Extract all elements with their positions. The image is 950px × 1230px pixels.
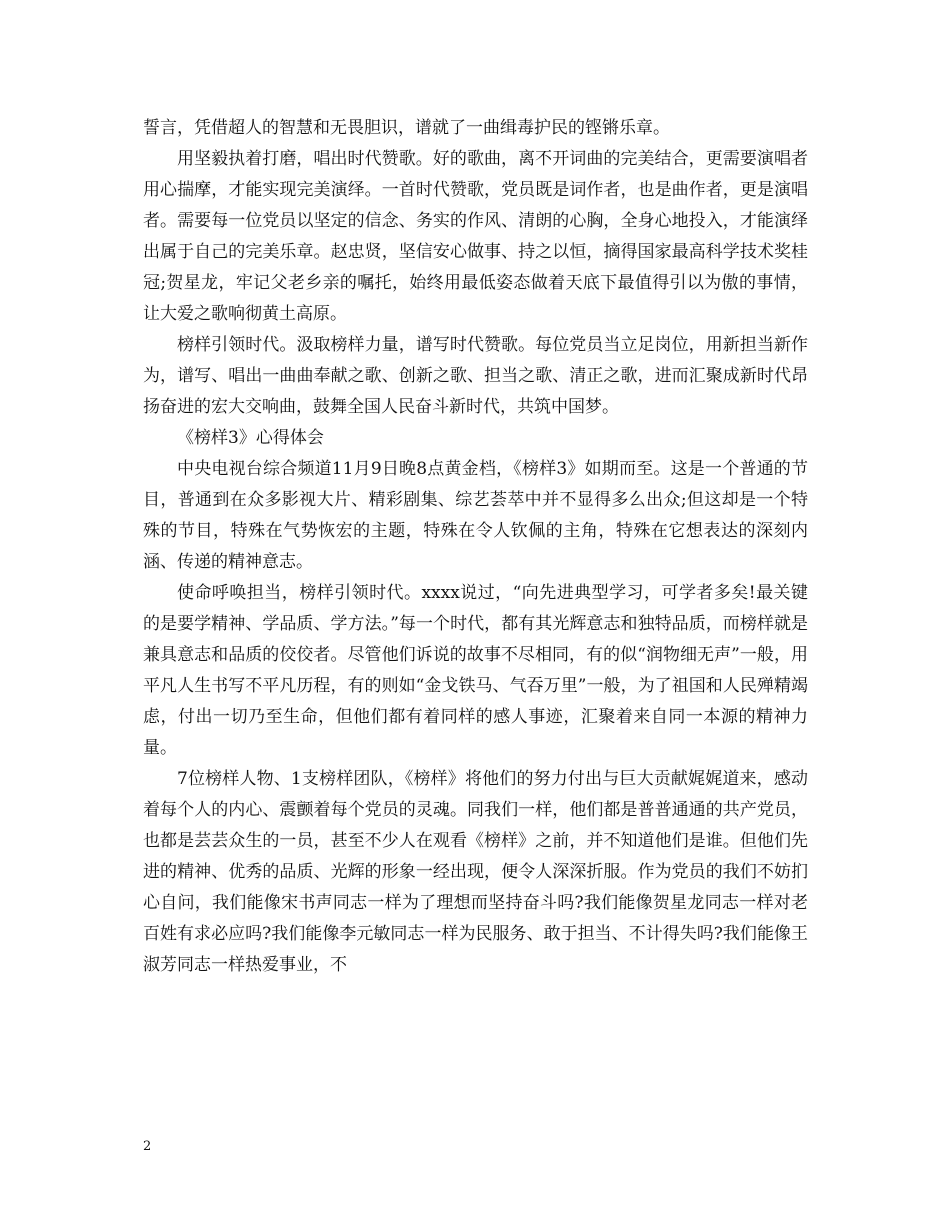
page-number: 2	[143, 1139, 152, 1154]
paragraph-3: 榜样引领时代。汲取榜样力量，谱写时代赞歌。每位党员当立足岗位，用新担当新作为，谱写、唱出一曲曲奉献之歌、创新之歌、担当之歌、清正之歌，进而汇聚成新时代昂扬奋进的宏大交响曲，鼓舞全国人民奋斗新时代，共筑中国梦。	[143, 335, 808, 417]
paragraph-5: 中央电视台综合频道11月9日晚8点黄金档，《榜样3》如期而至。这是一个普通的节目，普通到在众多影视大片、精彩剧集、综艺荟萃中并不显得多么出众;但这却是一个特殊的节目，特殊在气势恢宏的主题，特殊在令人钦佩的主角，特殊在它想表达的深刻内涵、传递的精神意志。	[143, 459, 808, 572]
paragraph-6: 使命呼唤担当，榜样引领时代。xxxx说过，“向先进典型学习，可学者多矣!最关键的是要学精神、学品质、学方法。”每一个时代，都有其光辉意志和独特品质，而榜样就是兼具意志和品质的佼佼者。尽管他们诉说的故事不尽相同，有的似“润物细无声”一般，用平凡人生书写不平凡历程，有的则如“金戈铁马、气吞万里”一般，为了祖国和人民殚精竭虑，付出一切乃至生命，但他们都有着同样的感人事迹，汇聚着来自同一本源的精神力量。	[143, 583, 808, 758]
paragraph-7: 7位榜样人物、1支榜样团队，《榜样》将他们的努力付出与巨大贡献娓娓道来，感动着每个人的内心、震颤着每个党员的灵魂。同我们一样，他们都是普普通通的共产党员，也都是芸芸众生的一员，甚至不少人在观看《榜样》之前，并不知道他们是谁。但他们先进的精神、优秀的品质、光辉的形象一经出现，便令人深深折服。作为党员的我们不妨扪心自问，我们能像宋书声同志一样为了理想而坚持奋斗吗?我们能像贺星龙同志一样对老百姓有求必应吗?我们能像李元敏同志一样为民服务、敢于担当、不计得失吗?我们能像王淑芳同志一样热爱事业，不	[143, 769, 808, 975]
body-text	[143, 113, 808, 981]
paragraph-1: 誓言，凭借超人的智慧和无畏胆识，谱就了一曲缉毒护民的铿锵乐章。	[143, 118, 670, 138]
paragraph-2: 用坚毅执着打磨，唱出时代赞歌。好的歌曲，离不开词曲的完美结合，更需要演唱者用心揣摩，才能实现完美演绎。一首时代赞歌，党员既是词作者，也是曲作者，更是演唱者。需要每一位党员以坚定的信念、务实的作风、清朗的心胸，全身心地投入，才能演绎出属于自己的完美乐章。赵忠贤，坚信安心做事、持之以恒，摘得国家最高科学技术奖桂冠;贺星龙，牢记父老乡亲的嘱托，始终用最低姿态做着天底下最值得引以为傲的事情，让大爱之歌响彻黄土高原。	[143, 149, 808, 324]
section-heading: 《榜样3》心得体会	[177, 428, 324, 448]
